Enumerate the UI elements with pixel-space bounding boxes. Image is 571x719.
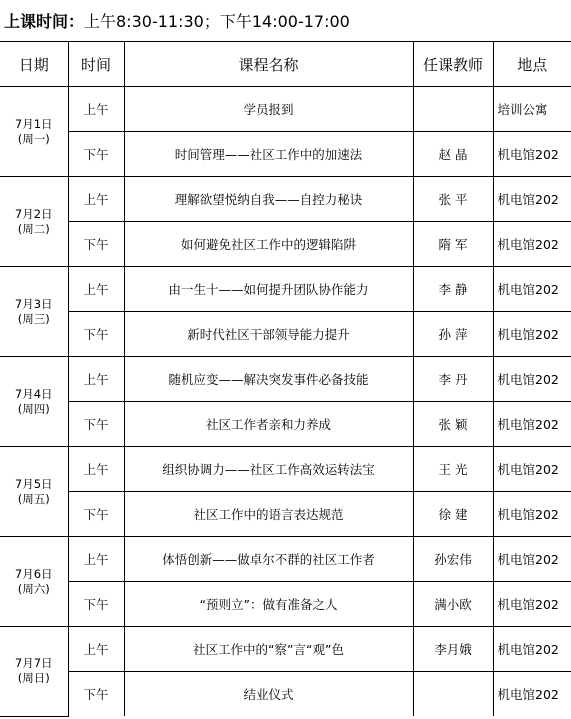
date-label: 7月7日	[14, 656, 53, 671]
date-cell	[0, 537, 68, 627]
table-row	[0, 267, 571, 312]
location-cell: 机电馆202	[493, 132, 571, 177]
period-cell: 上午	[68, 357, 124, 402]
location-cell: 机电馆202	[493, 267, 571, 312]
period-cell: 上午	[68, 627, 124, 672]
period-cell: 下午	[68, 672, 124, 717]
course-cell: 随机应变——解决突发事件必备技能	[124, 357, 413, 402]
weekday-label: (周五)	[17, 491, 50, 506]
schedule-body	[0, 87, 571, 717]
weekday-label: (周三)	[17, 311, 50, 326]
course-cell: 新时代社区干部领导能力提升	[124, 312, 413, 357]
date-cell	[0, 177, 68, 267]
course-cell: 结业仪式	[124, 672, 413, 717]
weekday-label: (周二)	[17, 221, 50, 236]
location-cell: 机电馆202	[493, 402, 571, 447]
date-cell	[0, 357, 68, 447]
teacher-cell: 孙 萍	[413, 312, 493, 357]
location-cell: 机电馆202	[493, 447, 571, 492]
date-label: 7月4日	[14, 386, 53, 401]
column-header: 课程名称	[124, 42, 413, 87]
location-cell: 机电馆202	[493, 672, 571, 717]
teacher-cell: 张 颖	[413, 402, 493, 447]
teacher-cell	[413, 672, 493, 717]
table-row	[0, 402, 571, 447]
period-cell: 下午	[68, 402, 124, 447]
table-row	[0, 87, 571, 132]
date-label: 7月6日	[14, 566, 53, 581]
course-cell: 组织协调力——社区工作高效运转法宝	[124, 447, 413, 492]
table-row	[0, 447, 571, 492]
course-cell: 时间管理——社区工作中的加速法	[124, 132, 413, 177]
course-cell: 社区工作中的语言表达规范	[124, 492, 413, 537]
date-label: 7月5日	[14, 476, 53, 491]
table-row	[0, 357, 571, 402]
weekday-label: (周四)	[17, 401, 50, 416]
location-cell: 机电馆202	[493, 357, 571, 402]
period-cell: 上午	[68, 447, 124, 492]
column-header: 任课教师	[413, 42, 493, 87]
table-row	[0, 627, 571, 672]
location-cell: 机电馆202	[493, 582, 571, 627]
weekday-label: (周日)	[17, 671, 50, 686]
course-cell: “预则立”：做有准备之人	[124, 582, 413, 627]
table-row	[0, 312, 571, 357]
class-hours-line	[4, 9, 350, 32]
location-cell: 机电馆202	[493, 627, 571, 672]
course-cell: 社区工作者亲和力养成	[124, 402, 413, 447]
weekday-label: (周一)	[17, 131, 50, 146]
teacher-cell: 赵 晶	[413, 132, 493, 177]
teacher-cell: 满小欧	[413, 582, 493, 627]
course-cell: 理解欲望悦纳自我——自控力秘诀	[124, 177, 413, 222]
period-cell: 下午	[68, 222, 124, 267]
class-hours-value: 上午8:30-11:30；下午14:00-17:00	[84, 12, 350, 31]
teacher-cell: 隋 军	[413, 222, 493, 267]
teacher-cell: 张 平	[413, 177, 493, 222]
table-row	[0, 177, 571, 222]
schedule-table	[0, 41, 571, 717]
period-cell: 下午	[68, 132, 124, 177]
period-cell: 上午	[68, 177, 124, 222]
period-cell: 下午	[68, 492, 124, 537]
location-cell: 培训公寓	[493, 87, 571, 132]
table-header-row	[0, 42, 571, 87]
table-row	[0, 537, 571, 582]
course-cell: 学员报到	[124, 87, 413, 132]
course-cell: 社区工作中的“察”言“观”色	[124, 627, 413, 672]
location-cell: 机电馆202	[493, 312, 571, 357]
table-row	[0, 222, 571, 267]
table-row	[0, 582, 571, 627]
period-cell: 下午	[68, 582, 124, 627]
column-header: 地点	[493, 42, 571, 87]
location-cell: 机电馆202	[493, 177, 571, 222]
course-cell: 体悟创新——做卓尔不群的社区工作者	[124, 537, 413, 582]
teacher-cell: 李 丹	[413, 357, 493, 402]
location-cell: 机电馆202	[493, 537, 571, 582]
teacher-cell: 孙宏伟	[413, 537, 493, 582]
column-header: 时间	[68, 42, 124, 87]
period-cell: 上午	[68, 537, 124, 582]
date-cell	[0, 267, 68, 357]
class-hours-label: 上课时间：	[4, 12, 85, 31]
teacher-cell: 王 光	[413, 447, 493, 492]
date-cell	[0, 447, 68, 537]
course-cell: 由一生十——如何提升团队协作能力	[124, 267, 413, 312]
teacher-cell: 徐 建	[413, 492, 493, 537]
date-label: 7月3日	[14, 296, 53, 311]
period-cell: 上午	[68, 87, 124, 132]
date-cell	[0, 627, 68, 717]
teacher-cell	[413, 87, 493, 132]
period-cell: 上午	[68, 267, 124, 312]
column-header: 日期	[0, 42, 68, 87]
table-row	[0, 672, 571, 717]
teacher-cell: 李 静	[413, 267, 493, 312]
location-cell: 机电馆202	[493, 222, 571, 267]
period-cell: 下午	[68, 312, 124, 357]
location-cell: 机电馆202	[493, 492, 571, 537]
teacher-cell: 李月娥	[413, 627, 493, 672]
table-row	[0, 132, 571, 177]
date-label: 7月2日	[14, 206, 53, 221]
weekday-label: (周六)	[17, 581, 50, 596]
date-cell	[0, 87, 68, 177]
date-label: 7月1日	[14, 116, 53, 131]
table-row	[0, 492, 571, 537]
course-cell: 如何避免社区工作中的逻辑陷阱	[124, 222, 413, 267]
